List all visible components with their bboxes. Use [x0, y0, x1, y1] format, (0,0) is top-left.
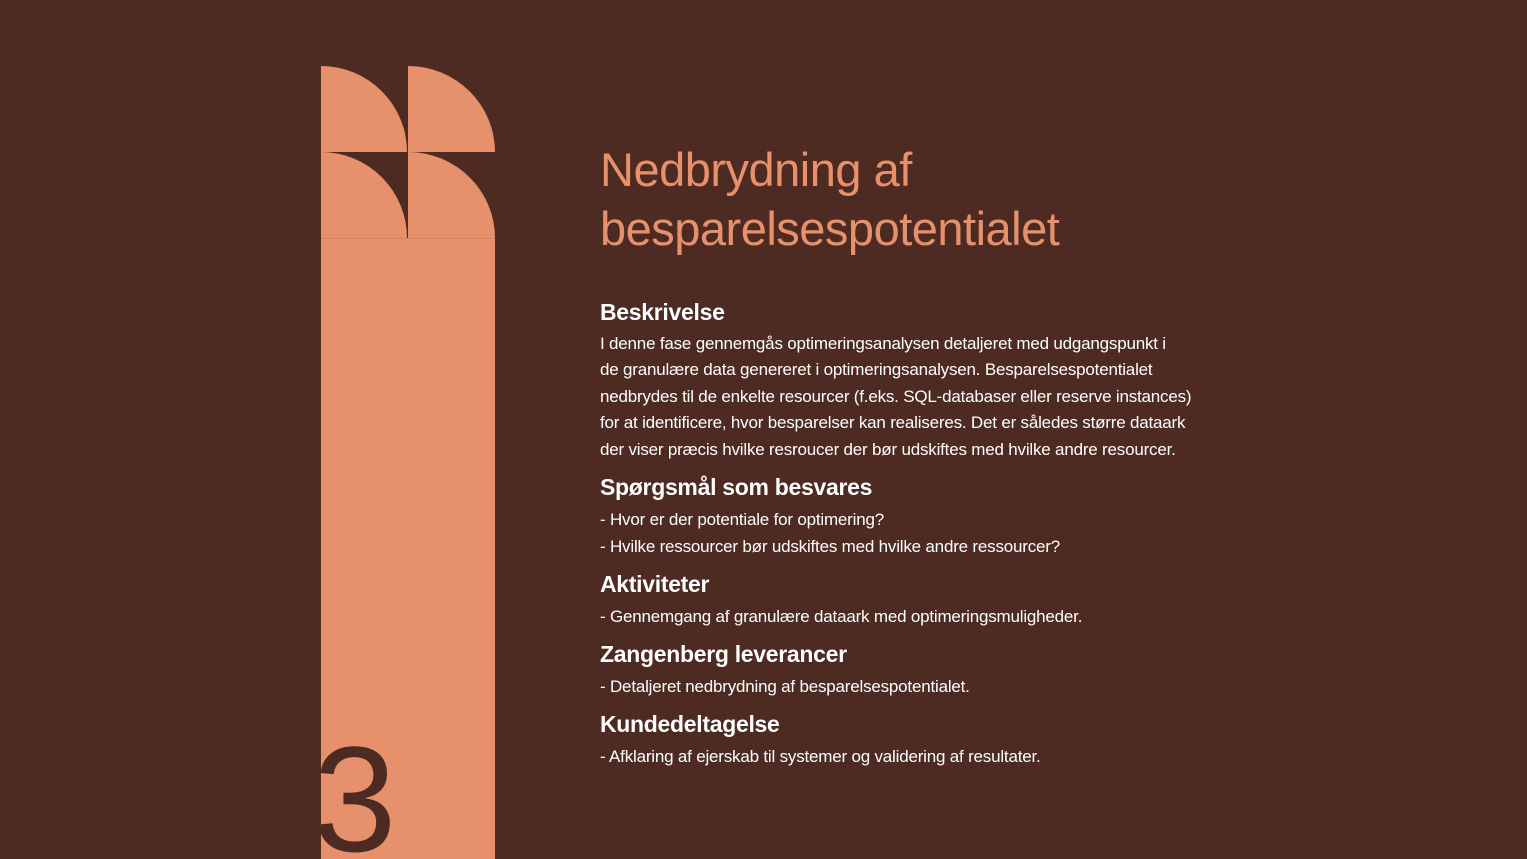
page-title — [600, 140, 1240, 258]
deliverables-list — [600, 673, 1240, 700]
list-item: - Afklaring af ejerskab til systemer og validering af resultater. — [600, 747, 1041, 767]
description-line: nedbrydes til de enkelte resourcer (f.eks. SQL-databaser eller reserve instances) — [600, 386, 1192, 406]
customer-list — [600, 743, 1240, 770]
description-heading: Beskrivelse — [600, 299, 725, 325]
description-line: for at identificere, hvor besparelser kan realiseres. Det er således større dataark — [600, 413, 1186, 433]
customer-heading: Kundedeltagelse — [600, 711, 780, 738]
deliverables-heading: Zangenberg leverancer — [600, 641, 847, 668]
activities-list — [600, 603, 1240, 630]
content-panel — [600, 140, 1240, 770]
description-line: I denne fase gennemgås optimeringsanalysen detaljeret med udgangspunkt i — [600, 334, 1166, 353]
list-item: - Detaljeret nedbrydning af besparelsespotentialet. — [600, 677, 970, 697]
activities-heading: Aktiviteter — [600, 571, 710, 598]
description-text — [600, 331, 1240, 463]
list-item: - Hvor er der potentiale for optimering? — [600, 510, 884, 530]
title-line-1: Nedbrydning af — [600, 143, 912, 196]
list-item: - Gennemgang af granulære dataark med optimeringsmuligheder. — [600, 607, 1083, 627]
description-line: de granulære data genereret i optimeringsanalysen. Besparelsespotentialet — [600, 360, 1153, 380]
questions-heading: Spørgsmål som besvares — [600, 474, 873, 501]
description-line: der viser præcis hvilke resroucer der bør udskiftes med hvilke andre resourcer. — [600, 439, 1176, 459]
list-item: - Hvilke ressourcer bør udskiftes med hvilke andre ressourcer? — [600, 537, 1060, 557]
step-number: 3 — [313, 715, 393, 859]
title-line-2: besparelsespotentialet — [600, 202, 1060, 255]
questions-list — [600, 506, 1240, 560]
